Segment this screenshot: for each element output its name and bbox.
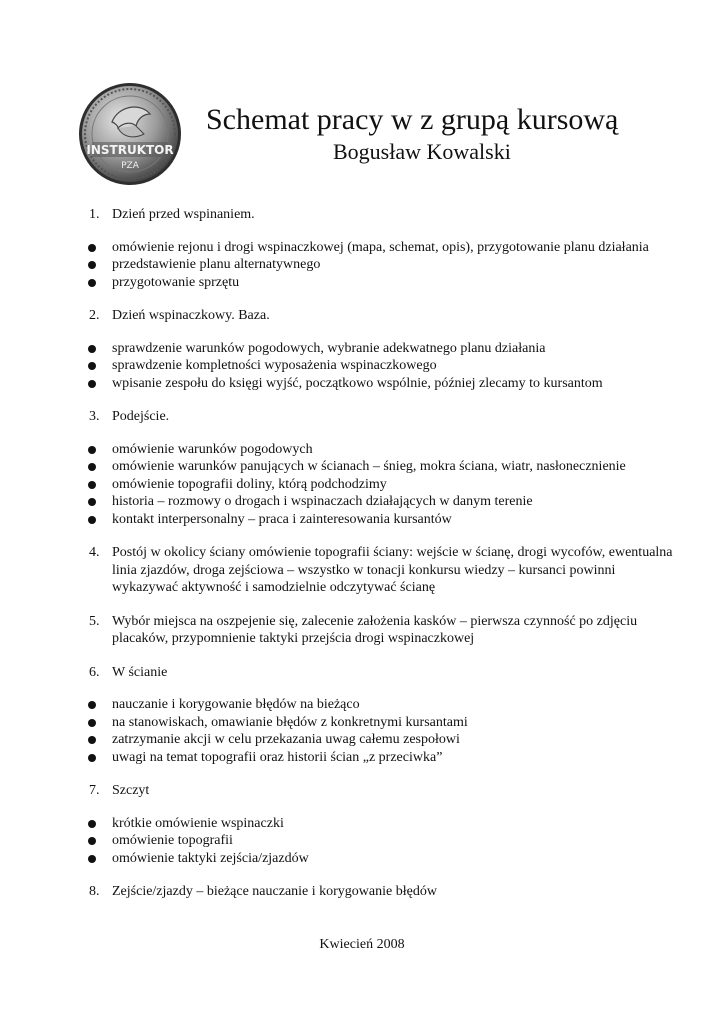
bullet-icon [88, 837, 96, 845]
section-text: Podejście. [112, 409, 170, 424]
list-item [84, 274, 684, 292]
document-author: Bogusław Kowalski [333, 139, 511, 164]
list-item [84, 476, 684, 494]
list-item [84, 832, 684, 850]
instruktor-pza-logo [78, 82, 182, 186]
bullet-icon [88, 498, 96, 506]
document-title: Schemat pracy w z grupą kursową [206, 103, 619, 136]
section-text: Dzień przed wspinaniem. [112, 207, 255, 222]
bullet-icon [88, 244, 96, 252]
section-number: 7. [89, 783, 100, 798]
section-heading [84, 883, 684, 901]
list-item-text: omówienie warunków pogodowych [112, 441, 313, 457]
list-item-text: omówienie topografii [112, 833, 233, 848]
section [84, 613, 684, 648]
list-item-text: omówienie topografii doliny, którą podchodzimy [112, 476, 387, 492]
list-item [84, 696, 684, 714]
section-text: Zejście/zjazdy – bieżące nauczanie i korygowanie błędów [112, 884, 437, 899]
list-item [84, 256, 684, 274]
list-item-text: historia – rozmowy o drogach i wspinaczach działających w danym terenie [112, 494, 533, 509]
list-item-text: przedstawienie planu alternatywnego [112, 257, 321, 272]
list-item [84, 731, 684, 749]
section [84, 408, 684, 528]
section-text: W ścianie [112, 664, 168, 680]
list-item-text: wpisanie zespołu do księgi wyjść, początkowo wspólnie, później zlecamy to kursantom [112, 375, 603, 391]
section-heading [84, 664, 684, 682]
list-item-text: sprawdzenie warunków pogodowych, wybranie adekwatnego planu działania [112, 340, 546, 356]
list-item [84, 441, 684, 459]
list-item [84, 815, 684, 833]
list-item-text: zatrzymanie akcji w celu przekazania uwag całemu zespołowi [112, 732, 460, 747]
section-heading [84, 307, 684, 325]
bullet-icon [88, 362, 96, 370]
document-date: Kwiecień 2008 [319, 937, 405, 952]
bullet-icon [88, 279, 96, 287]
section-number: 6. [89, 664, 100, 680]
list-item-text: omówienie taktyki zejścia/zjazdów [112, 850, 309, 866]
bullet-icon [88, 701, 96, 709]
section-heading [84, 408, 684, 426]
section-heading [84, 206, 684, 224]
list-item-text: krótkie omówienie wspinaczki [112, 815, 284, 831]
logo-subtext: PZA [121, 161, 139, 171]
bullet-icon [88, 463, 96, 471]
bullet-icon [88, 855, 96, 863]
list-item [84, 714, 684, 732]
list-item [84, 493, 684, 511]
section [84, 664, 684, 767]
section [84, 782, 684, 867]
list-item [84, 850, 684, 868]
section-heading [84, 544, 684, 597]
bullet-icon [88, 736, 96, 744]
bullet-icon [88, 345, 96, 353]
list-item-text: na stanowiskach, omawianie błędów z konkretnymi kursantami [112, 714, 468, 730]
section-heading [84, 782, 684, 800]
document-body [84, 206, 684, 901]
section-text: Postój w okolicy ściany omówienie topografii ściany: wejście w ścianę, drogi wycofów, ewentualna linia zjazdów, droga zejściowa – wszystko w tonacji konkursu wiedzy – kursanci powinni wykazywać aktywność i samodzielnie odczytywać ścianę [112, 545, 673, 595]
section [84, 544, 684, 597]
section-text: Wybór miejsca na oszpejenie się, zalecenie założenia kasków – pierwsza czynność po zdjęciu placaków, przypomnienie taktyki przejścia drogi wspinaczkowej [112, 613, 638, 646]
section [84, 307, 684, 392]
list-item-text: omówienie rejonu i drogi wspinaczkowej (mapa, schemat, opis), przygotowanie planu działania [112, 239, 649, 255]
section-number: 5. [89, 613, 100, 629]
section-text: Szczyt [112, 783, 150, 798]
list-item-text: omówienie warunków panujących w ścianach – śnieg, mokra ściana, wiatr, nasłonecznienie [112, 459, 626, 474]
bullet-icon [88, 446, 96, 454]
section-heading [84, 613, 684, 648]
bullet-icon [88, 516, 96, 524]
list-item-text: sprawdzenie kompletności wyposażenia wspinaczkowego [112, 358, 437, 373]
section-number: 1. [89, 207, 100, 222]
section-number: 4. [89, 545, 100, 560]
bullet-icon [88, 754, 96, 762]
list-item [84, 458, 684, 476]
section-number: 2. [89, 308, 100, 323]
list-item-text: uwagi na temat topografii oraz historii ścian „z przeciwka” [112, 749, 443, 765]
section [84, 883, 684, 901]
list-item [84, 340, 684, 358]
list-item-text: kontakt interpersonalny – praca i zainteresowania kursantów [112, 511, 452, 527]
bullet-icon [88, 380, 96, 388]
bullet-icon [88, 481, 96, 489]
list-item-text: przygotowanie sprzętu [112, 274, 240, 290]
section [84, 206, 684, 291]
section-number: 3. [89, 409, 100, 424]
section-number: 8. [89, 884, 100, 899]
list-item [84, 749, 684, 767]
bullet-icon [88, 820, 96, 828]
logo-text: INSTRUKTOR [86, 143, 174, 157]
list-item [84, 375, 684, 393]
section-text: Dzień wspinaczkowy. Baza. [112, 308, 270, 323]
list-item-text: nauczanie i korygowanie błędów na bieżąco [112, 697, 360, 712]
list-item [84, 239, 684, 257]
list-item [84, 357, 684, 375]
bullet-icon [88, 719, 96, 727]
bullet-icon [88, 261, 96, 269]
list-item [84, 511, 684, 529]
